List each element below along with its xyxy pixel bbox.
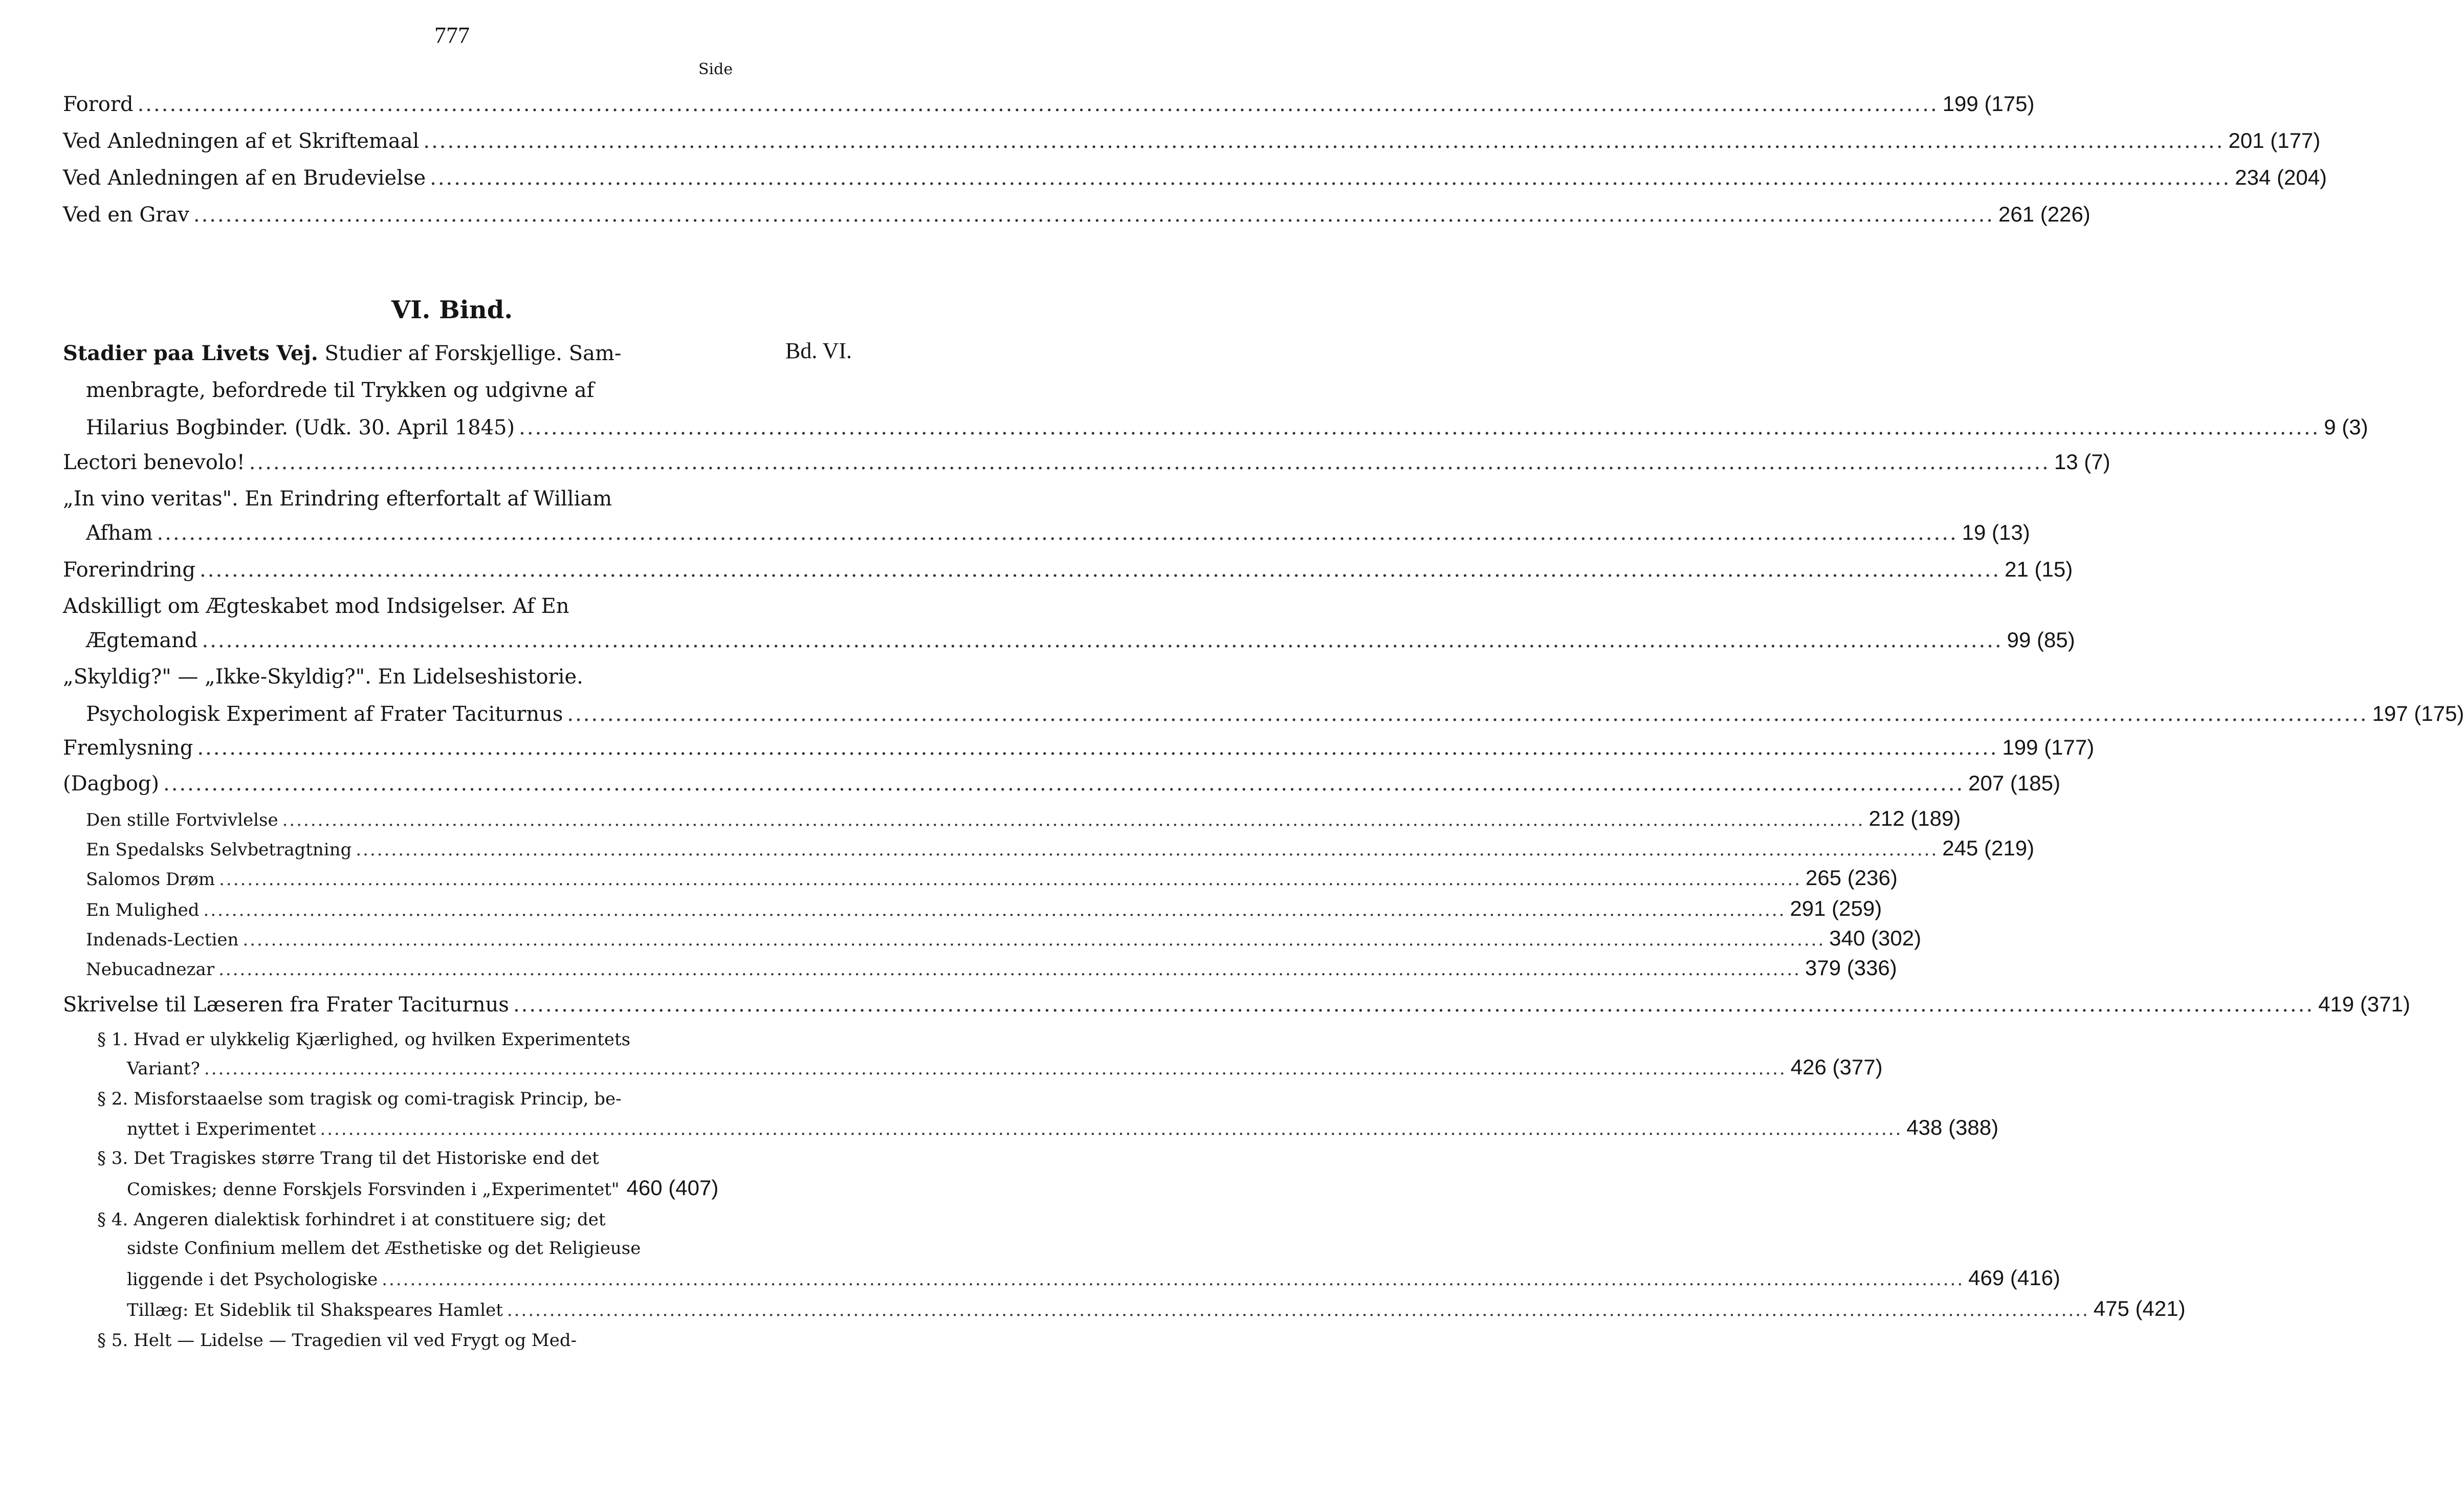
section-number: § 5. [97, 1330, 128, 1351]
section-number: § 2. [97, 1089, 128, 1109]
toc-entry-forerindring[interactable]: Forerindring ..... 21 (15) [63, 554, 775, 586]
dot-leader [249, 447, 2050, 478]
column-header-side: Side [698, 60, 733, 78]
toc-entry-skriftemaal[interactable]: Ved Anledningen af et Skriftemaal ..... 201 (177) [63, 125, 775, 157]
toc-entry-p3-line2[interactable]: Comiskes; denne Forskjels Forsvinden i „Experimentet" 460 (407) [127, 1176, 719, 1200]
toc-entry-indenads[interactable]: Indenads-Lectien ..... 340 (302) [86, 925, 775, 953]
toc-entry-brudevielse[interactable]: Ved Anledningen af en Brudevielse ..... 234 (204) [63, 162, 775, 194]
section-heading: VI. Bind. [391, 296, 513, 324]
toc-entry-in-vino-line1[interactable]: „In vino veritas". En Erindring efterfortalt af William [63, 487, 612, 511]
toc-entry-mulighed[interactable]: En Mulighed ..... 291 (259) [86, 895, 775, 923]
toc-entry-p1-line2[interactable]: Variant? ..... 426 (377) [127, 1054, 775, 1082]
dot-leader [243, 927, 1825, 953]
dot-leader [193, 199, 1994, 231]
toc-entry-p1-line1[interactable]: § 1. Hvad er ulykkelig Kjærlighed, og hvilken Experimentets [97, 1029, 631, 1050]
toc-entry-stadier-line2: menbragte, befordrede til Trykken og udgivne af [86, 379, 595, 402]
toc-entry-tillaeg[interactable]: Tillæg: Et Sideblik til Shakspeares Hamlet ..... 475 (421) [127, 1295, 775, 1324]
toc-entry-p5-line1[interactable]: § 5. Helt — Lidelse — Tragedien vil ved Frygt og Med- [97, 1330, 577, 1351]
dot-leader [519, 412, 2320, 444]
toc-entry-in-vino-line2[interactable]: Afham ..... 19 (13) [86, 517, 775, 549]
dot-leader [567, 698, 2368, 730]
toc-entry-grav[interactable]: Ved en Grav ..... 261 (226) [63, 199, 775, 231]
dot-leader [138, 89, 1939, 120]
toc-entry-fremlysning[interactable]: Fremlysning ..... 199 (177) [63, 732, 775, 764]
toc-entry-stille[interactable]: Den stille Fortvivlelse ..... 212 (189) [86, 805, 775, 833]
dot-leader [202, 625, 2003, 656]
toc-entry-skyldig-line2[interactable]: Psychologisk Experiment af Frater Taciturnus ..... 197 (175) [86, 698, 775, 730]
dot-leader [356, 836, 1938, 863]
dot-leader [197, 732, 1998, 764]
volume-label: Bd. VI. [785, 338, 852, 363]
dot-leader [204, 897, 1786, 923]
dot-leader [282, 807, 1865, 833]
toc-entry-p4-line3[interactable]: liggende i det Psychologiske ..... 469 (416) [127, 1265, 775, 1293]
toc-entry-p4-line2: sidste Confinium mellem det Æsthetiske og det Religieuse [127, 1238, 641, 1259]
page-number: 777 [434, 22, 470, 48]
section-number: § 3. [97, 1148, 128, 1169]
dot-leader [423, 125, 2224, 157]
toc-entry-dagbog[interactable]: (Dagbog) ..... 207 (185) [63, 767, 775, 800]
dot-leader [200, 554, 2000, 586]
section-number: § 4. [97, 1209, 128, 1230]
dot-leader [204, 1055, 1787, 1082]
stadier-subtitle: Studier af Forskjellige. Sam- [324, 342, 622, 365]
toc-entry-adskilligt-line2[interactable]: Ægtemand ..... 99 (85) [86, 624, 775, 656]
dot-leader [430, 162, 2231, 194]
toc-entry-p4-line1[interactable]: § 4. Angeren dialektisk forhindret i at constituere sig; det [97, 1209, 606, 1230]
toc-entry-stadier-line3[interactable]: Hilarius Bogbinder. (Udk. 30. April 1845) ..... 9 (3) [86, 411, 775, 444]
stadier-title: Stadier paa Livets Vej. [63, 341, 318, 365]
dot-leader [320, 1116, 1902, 1142]
toc-entry-p3-line1[interactable]: § 3. Det Tragiskes større Trang til det Historiske end det [97, 1148, 599, 1169]
toc-entry-spedalsk[interactable]: En Spedalsks Selvbetragtning ..... 245 (219) [86, 835, 775, 863]
toc-entry-forord[interactable]: Forord ..... 199 (175) [63, 88, 775, 120]
toc-entry-skrivelse[interactable]: Skrivelse til Læseren fra Frater Taciturnus ..... 419 (371) [63, 988, 775, 1021]
toc-entry-p2-line2[interactable]: nyttet i Experimentet ..... 438 (388) [127, 1114, 775, 1142]
toc-entry-salomo[interactable]: Salomos Drøm ..... 265 (236) [86, 865, 775, 893]
dot-leader [507, 1297, 2089, 1324]
toc-entry-nebucadnezar[interactable]: Nebucadnezar ..... 379 (336) [86, 955, 775, 983]
section-number: § 1. [97, 1029, 128, 1050]
dot-leader [163, 768, 1964, 800]
dot-leader [382, 1266, 1964, 1293]
toc-entry-adskilligt-line1[interactable]: Adskilligt om Ægteskabet mod Indsigelser. Af En [63, 594, 569, 618]
dot-leader [157, 517, 1958, 549]
toc-entry-skyldig-line1[interactable]: „Skyldig?" — „Ikke-Skyldig?". En Lidelseshistorie. [63, 665, 583, 689]
toc-entry-p2-line1[interactable]: § 2. Misforstaaelse som tragisk og comi-tragisk Princip, be- [97, 1089, 622, 1109]
dot-leader [219, 866, 1801, 893]
dot-leader [513, 989, 2314, 1021]
toc-entry-lectori[interactable]: Lectori benevolo! ..... 13 (7) [63, 446, 775, 478]
toc-entry-stadier-line1[interactable] [63, 338, 621, 369]
dot-leader [218, 956, 1801, 983]
